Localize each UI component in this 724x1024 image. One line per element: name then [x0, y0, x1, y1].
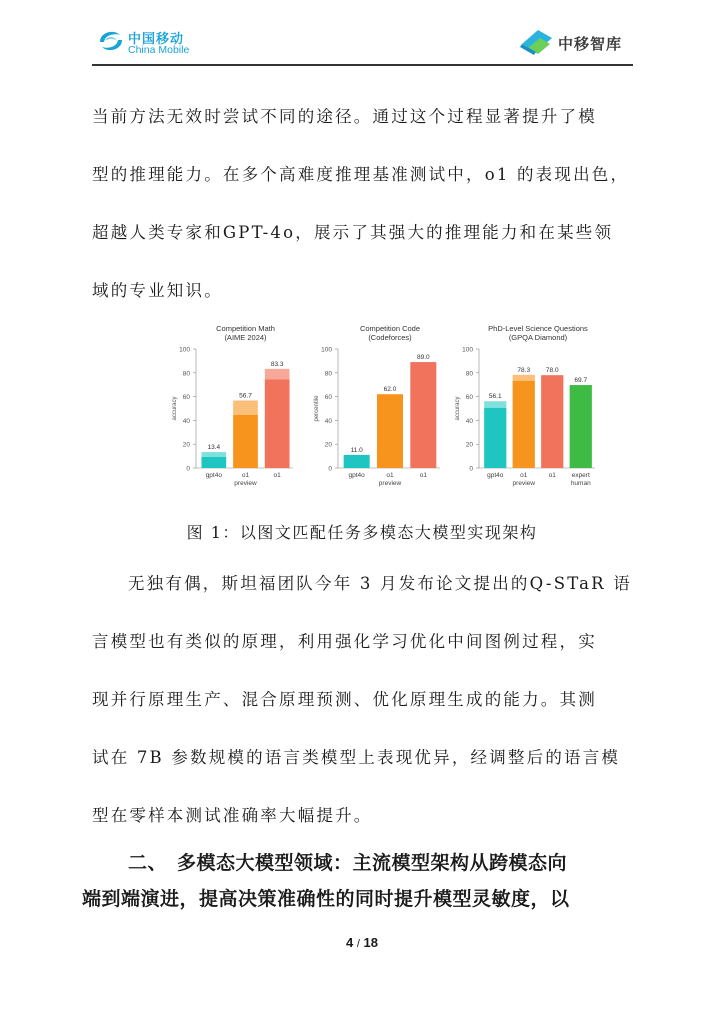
chart-1-ylabel: accuracy — [172, 396, 178, 421]
chart-2-ytick: 100 — [321, 346, 332, 354]
total-pages: 18 — [363, 935, 378, 950]
chart-2-title: Competition Code — [359, 324, 421, 333]
chart-1-bar-2 — [233, 415, 258, 468]
chart-2-ytick: 0 — [328, 465, 332, 473]
current-page: 4 — [345, 935, 354, 950]
zhongyi-name: 中移智库 — [558, 35, 623, 53]
paragraph-2-line-5: 型在零样本测试准确率大幅提升。 — [92, 806, 373, 825]
chart-1-data-label-2: 56.7 — [239, 392, 252, 400]
chart-3-title: PhD-Level Science Questions — [488, 324, 588, 333]
chart-1-ytick: 20 — [182, 441, 190, 449]
chart-2-ytick: 60 — [324, 394, 332, 402]
benchmark-chart — [165, 322, 625, 502]
chart-3-bar-extension-2 — [513, 375, 535, 381]
header-divider — [92, 64, 633, 66]
chart-3-xtick-4: human — [570, 480, 591, 487]
chart-3-xtick-2: preview — [512, 480, 535, 487]
chart-1-data-label-3: 83.3 — [270, 360, 284, 368]
chart-3-ytick: 20 — [465, 441, 473, 449]
chart-2-data-label-1: 11.0 — [350, 446, 363, 454]
chart-3-data-label-3: 78.0 — [545, 367, 559, 375]
chart-3-bar-extension-1 — [484, 401, 506, 408]
chart-1-ytick: 80 — [182, 370, 190, 378]
chart-2-ytick: 20 — [324, 441, 332, 449]
chart-3-ytick: 40 — [465, 417, 473, 425]
chart-2-xtick-1: gpt4o — [348, 472, 365, 479]
chart-2-xtick-2: preview — [378, 480, 402, 487]
figure-caption: 图 1：以图文匹配任务多模态大模型实现架构 — [186, 523, 538, 542]
chart-1-bar-1 — [201, 457, 226, 468]
chart-3-data-label-4: 69.7 — [574, 377, 588, 385]
chart-1-xtick-1: gpt4o — [205, 472, 222, 479]
chart-2-xtick-2: o1 — [386, 472, 394, 479]
paragraph-2-line-2: 言模型也有类似的原理，利用强化学习优化中间图例过程，实 — [92, 632, 597, 651]
chart-3-bar-1 — [484, 408, 506, 468]
chart-1-title: Competition Math — [216, 324, 275, 333]
chart-2-ytick: 80 — [324, 370, 332, 378]
chart-2-bar-3 — [410, 362, 436, 468]
chart-1-ytick: 100 — [179, 346, 190, 354]
chart-2-data-label-3: 89.0 — [417, 354, 430, 362]
chart-3-bar-4 — [570, 385, 592, 468]
chart-1-bar-3 — [265, 379, 290, 468]
chart-3-xtick-3: o1 — [548, 472, 556, 479]
chart-3-data-label-2: 78.3 — [517, 366, 531, 374]
paragraph-2-line-3: 现并行原理生产、混合原理预测、优化原理生成的能力。其测 — [92, 690, 597, 709]
chart-1-xtick-2: o1 — [241, 472, 250, 479]
chart-2-bar-2 — [377, 394, 403, 468]
chart-3-bar-2 — [513, 381, 535, 468]
china-mobile-emblem-icon — [96, 26, 126, 56]
chart-3-bar-3 — [541, 375, 563, 468]
chart-1-data-label-1: 13.4 — [207, 444, 221, 452]
chart-2-xtick-3: o1 — [419, 472, 427, 479]
chart-2-data-label-2: 62.0 — [383, 386, 397, 394]
paragraph-1-line-2: 型的推理能力。在多个高难度推理基准测试中，o1 的表现出色， — [92, 165, 630, 184]
chart-1-ytick: 40 — [182, 417, 190, 425]
chart-2-ytick: 40 — [324, 417, 332, 425]
china-mobile-logo — [96, 26, 206, 60]
section-heading-line-1: 二、 多模态大模型领域：主流模型架构从跨模态向 — [128, 852, 568, 874]
paragraph-2-line-1: 无独有偶，斯坦福团队今年 3 月发布论文提出的Q-STaR 语 — [128, 574, 632, 593]
chart-3-data-label-1: 56.1 — [488, 393, 502, 401]
chart-2-subtitle: (Codeforces) — [368, 333, 412, 342]
chart-3-xtick-2: o1 — [520, 472, 528, 479]
chart-2-bar-1 — [344, 455, 370, 468]
zhongyi-think-tank-logo — [520, 26, 640, 58]
china-mobile-cn-name: 中国移动 — [128, 32, 185, 47]
chart-1-bar-extension-2 — [233, 401, 258, 415]
chart-1-ytick: 60 — [182, 394, 190, 402]
paragraph-1-line-1: 当前方法无效时尝试不同的途径。通过这个过程显著提升了模 — [92, 107, 597, 126]
benchmark-figure — [165, 322, 625, 502]
chart-1-subtitle: (AIME 2024) — [224, 333, 267, 342]
page-number — [0, 935, 724, 950]
chart-1-bar-extension-3 — [265, 369, 290, 380]
chart-2-ylabel: percentile — [314, 395, 320, 422]
paragraph-1-line-4: 域的专业知识。 — [92, 281, 223, 300]
chart-3-ytick: 0 — [469, 465, 473, 473]
chart-3-xtick-4: expert — [571, 472, 590, 479]
chart-3-ytick: 80 — [465, 370, 473, 378]
chart-1-ytick: 0 — [186, 465, 190, 473]
chart-3-xtick-1: gpt4o — [487, 472, 504, 479]
chart-3-ytick: 60 — [465, 394, 473, 402]
chart-1-xtick-3: o1 — [273, 472, 281, 479]
chart-3-ytick: 100 — [462, 346, 473, 354]
china-mobile-en-name: China Mobile — [128, 44, 190, 56]
chart-3-subtitle: (GPQA Diamond) — [508, 333, 568, 342]
paragraph-2-line-4: 试在 7B 参数规模的语言类模型上表现优异，经调整后的语言模 — [92, 748, 621, 767]
chart-1-bar-extension-1 — [201, 452, 226, 457]
section-heading-line-2: 端到端演进，提高决策准确性的同时提升模型灵敏度，以 — [82, 888, 570, 910]
page-header — [0, 0, 724, 70]
paragraph-1-line-3: 超越人类专家和GPT-4o，展示了其强大的推理能力和在某些领 — [92, 223, 614, 242]
zhongyi-emblem-icon — [520, 26, 554, 56]
page-separator: / — [356, 938, 360, 950]
chart-3-ylabel: accuracy — [455, 396, 461, 421]
chart-1-xtick-2: preview — [234, 480, 257, 487]
